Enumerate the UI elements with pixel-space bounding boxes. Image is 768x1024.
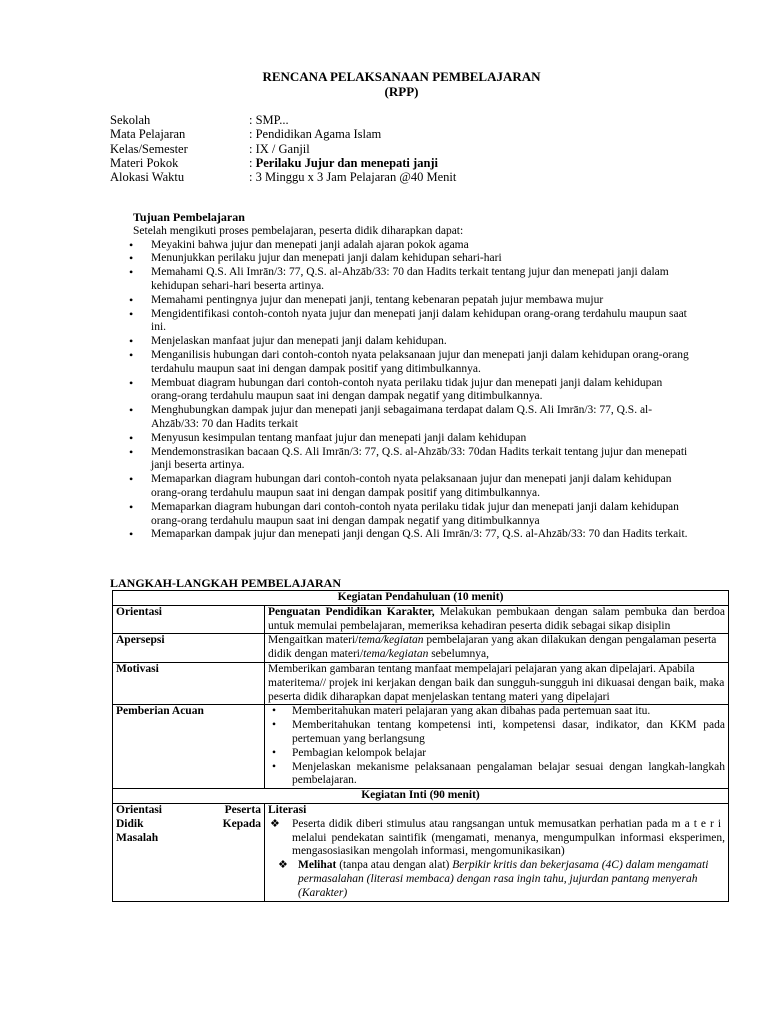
goal-item: • Membuat diagram hubungan dari contoh-contoh nyata perilaku tidak jujur dan menepati janji dalam kehidupan orang-orang terdahulu maupun saat ini dengan dampak negatif yang ditimbulkannya. xyxy=(129,377,693,405)
stimulus-item xyxy=(268,818,725,859)
identity-label: Alokasi Waktu xyxy=(110,170,185,185)
stimulus-text: Peserta didik diberi stimulus atau rangsangan untuk memusatkan perhatian pada xyxy=(292,817,668,830)
doc-title: RENCANA PELAKSANAAN PEMBELAJARAN xyxy=(262,69,541,84)
goal-item: • Memahami pentingnya jujur dan menepati janji, tentang kebenaran pepatah jujur membawa mujur xyxy=(129,294,693,308)
stimulus-spaced: materi xyxy=(671,817,726,830)
inti-label-line xyxy=(116,804,261,818)
identity-table xyxy=(110,113,456,184)
identity-label: Kelas/Semester xyxy=(110,141,188,156)
acuan-content xyxy=(265,705,729,789)
motivasi-content: Memberikan gambaran tentang manfaat mempelajari pelajaran yang akan dipelajari. Apabila materitema// projek ini kerjakan dengan baik dan sungguh-sungguh ini dikuasai dengan baik, maka peserta didik diharapkan dapat menjelaskan tentang materi yang dipelajari xyxy=(265,662,729,704)
core-section-header: Kegiatan Inti (90 menit) xyxy=(113,789,729,804)
table-row xyxy=(113,705,729,789)
identity-row xyxy=(110,113,456,127)
goals-title: Tujuan Pembelajaran xyxy=(133,210,245,224)
orientasi-text: Melakukan pembukaan dengan salam pembuka dan berdoa untuk memulai pembelajaran, memeriksa kehadiran peserta didik sebagai sikap disiplin xyxy=(268,605,725,632)
table-row xyxy=(113,789,729,804)
goal-item: • Memaparkan diagram hubungan dari contoh-contoh nyata perilaku tidak jujur dan menepati janji dalam kehidupan orang-orang terdahulu maupun saat ini dengan dampak negatif yang ditimbulkannya xyxy=(129,501,693,529)
goal-item: • Mengidentifikasi contoh-contoh nyata jujur dan menepati janji dalam kehidupan orang-orang terdahulu maupun saat ini. xyxy=(129,308,693,336)
melihat-bold: Melihat xyxy=(298,859,337,872)
melihat-italic: Berpikir kritis dan bekerjasama (4C) dalam mengamati permasalahan (literasi membaca) dengan rasa ingin tahu, jujurdan pantang menyerah (Karakter) xyxy=(298,859,709,899)
table-row xyxy=(113,605,729,634)
identity-row xyxy=(110,170,456,184)
inti-label-word: Kepada xyxy=(222,817,261,830)
stimulus-text: melalui pendekatan saintifik (mengamati, menanya, mengumpulkan informasi eksperimen, mengasosiasikan mengolah informasi, mengomunikasikan) xyxy=(292,831,725,858)
inti-content xyxy=(265,803,729,901)
inti-label-line xyxy=(116,818,261,832)
materi-pokok-value: Perilaku Jujur dan menepati janji xyxy=(255,155,439,170)
goal-item: • Menganilisis hubungan dari contoh-contoh nyata pelaksanaan jujur dan menepati janji dalam kehidupan orang-orang terdahulu maupun saat ini dengan dampak positif yang ditimbulkannya. xyxy=(129,349,693,377)
goal-item: • Menyusun kesimpulan tentang manfaat jujur dan menepati janji dalam kehidupan xyxy=(129,432,693,446)
identity-row xyxy=(110,156,456,170)
orientasi-bold: Penguatan Pendidikan Karakter, xyxy=(268,605,435,618)
melihat-text: (tanpa atau dengan alat) xyxy=(336,859,453,872)
steps-table xyxy=(112,590,729,902)
acuan-item: • Memberitahukan materi pelajaran yang akan dibahas pada pertemuan saat itu. xyxy=(268,705,725,719)
identity-label: Sekolah xyxy=(110,113,151,127)
identity-value: : SMP... xyxy=(249,113,289,127)
goal-item: • Memaparkan dampak jujur dan menepati janji dengan Q.S. Ali Imrān/3: 77, Q.S. al-Ahzāb/33: 70 dan Hadits terkait. xyxy=(129,528,693,542)
steps-title: LANGKAH-LANGKAH PEMBELAJARAN xyxy=(110,576,342,590)
orientasi-label: Orientasi xyxy=(113,605,265,634)
acuan-list xyxy=(268,705,725,788)
identity-row xyxy=(110,142,456,156)
goals-list xyxy=(133,239,693,543)
orientasi-content xyxy=(265,605,729,634)
melihat-item xyxy=(268,859,725,900)
identity-colon: : xyxy=(249,155,256,170)
intro-section-header: Kegiatan Pendahuluan (10 menit) xyxy=(113,591,729,606)
identity-value: : IX / Ganjil xyxy=(249,141,310,156)
identity-value xyxy=(249,156,438,170)
inti-label-word: Didik xyxy=(116,817,144,830)
goal-item: • Memahami Q.S. Ali Imrān/3: 77, Q.S. al-Ahzāb/33: 70 dan Hadits terkait tentang jujur dan menepati janji dalam kehidupan sehari-hari beserta artinya. xyxy=(129,266,693,294)
identity-value: : Pendidikan Agama Islam xyxy=(249,127,382,142)
apersepsi-italic: tema/kegiatan xyxy=(363,648,429,661)
apersepsi-text: sebelumnya, xyxy=(428,648,490,661)
identity-label: Mata Pelajaran xyxy=(110,127,186,142)
goal-item: • Meyakini bahwa jujur dan menepati janji adalah ajaran pokok agama xyxy=(129,239,693,253)
goal-item: • Mendemonstrasikan bacaan Q.S. Ali Imrān/3: 77, Q.S. al-Ahzāb/33: 70dan Hadits terkait tentang jujur dan menepati janji beserta artinya. xyxy=(129,446,693,474)
goal-item: • Menghubungkan dampak jujur dan menepati janji sebagaimana terdapat dalam Q.S. Ali Imrān/3: 77, Q.S. al-Ahzāb/33: 70 dan Hadits terkait xyxy=(129,404,693,432)
apersepsi-label: Apersepsi xyxy=(113,634,265,663)
acuan-item: • Menjelaskan mekanisme pelaksanaan pengalaman belajar sesuai dengan langkah-langkah pembelajaran. xyxy=(268,761,725,789)
identity-value: : 3 Minggu x 3 Jam Pelajaran @40 Menit xyxy=(249,170,457,185)
inti-label-word: Orientasi xyxy=(116,803,162,816)
acuan-item: • Memberitahukan tentang kompetensi inti, kompetensi dasar, indikator, dan KKM pada pertemuan yang berlangsung xyxy=(268,719,725,747)
acuan-item: • Pembagian kelompok belajar xyxy=(268,747,725,761)
inti-label xyxy=(113,803,265,901)
table-row xyxy=(113,803,729,901)
doc-subtitle: (RPP) xyxy=(384,84,419,99)
apersepsi-content xyxy=(265,634,729,663)
learning-goals xyxy=(133,211,693,542)
table-row xyxy=(113,662,729,704)
goal-item: • Menjelaskan manfaat jujur dan menepati janji dalam kehidupan. xyxy=(129,335,693,349)
goals-intro: Setelah mengikuti proses pembelajaran, peserta didik diharapkan dapat: xyxy=(133,224,464,237)
goal-item: • Memaparkan diagram hubungan dari contoh-contoh nyata pelaksanaan jujur dan menepati janji dalam kehidupan orang-orang terdahulu maupun saat ini dengan dampak positif yang ditimbulkannya. xyxy=(129,473,693,501)
acuan-label: Pemberian Acuan xyxy=(113,705,265,789)
inti-label-word: Peserta xyxy=(224,803,261,816)
identity-label: Materi Pokok xyxy=(110,155,179,170)
apersepsi-text: pembelajaran yang akan dilakukan dengan pengalaman peserta didik dengan materi/ xyxy=(268,634,717,661)
apersepsi-italic: tema/kegiatan xyxy=(358,634,424,647)
literasi-heading: Literasi xyxy=(268,803,307,816)
motivasi-label: Motivasi xyxy=(113,662,265,704)
table-row xyxy=(113,591,729,606)
inti-label-line: Masalah xyxy=(116,831,159,844)
table-row xyxy=(113,634,729,663)
identity-row xyxy=(110,127,456,141)
goal-item: • Menunjukkan perilaku jujur dan menepati janji dalam kehidupan sehari-hari xyxy=(129,252,693,266)
apersepsi-text: Mengaitkan materi/ xyxy=(268,634,359,647)
